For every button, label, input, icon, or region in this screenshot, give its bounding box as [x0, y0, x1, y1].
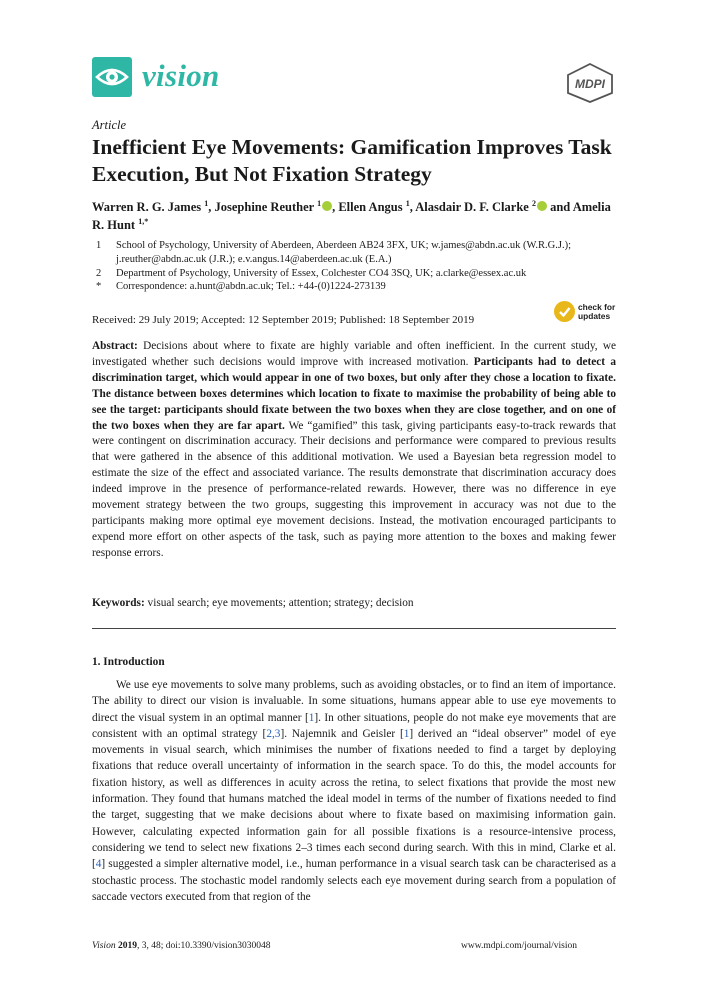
affiliation-row — [92, 239, 622, 253]
article-type: Article — [92, 118, 127, 132]
author-affiliation-mark: 2 — [531, 198, 536, 208]
author-name: Amelia R. Hunt — [92, 200, 611, 232]
intro-text: We use eye movements to solve many problems, such as avoiding obstacles, or to find an item of importance. The ability to direct our vision is invaluable. In some situations, humans appear able to use eye movements to direct the visual system in an optimal manner [ — [92, 679, 616, 724]
citation-link[interactable]: 4 — [95, 858, 102, 871]
section-heading-introduction: 1. Introduction — [92, 656, 165, 668]
intro-text: ]. In other situations, people do not make eye movements that are consistent with an optimal strategy [ — [92, 711, 616, 740]
author-separator: , — [332, 200, 339, 214]
check-for-updates-badge[interactable] — [554, 301, 618, 323]
author-affiliation-mark: 1,* — [138, 216, 149, 226]
check-updates-icon — [554, 301, 575, 322]
publisher-logo[interactable] — [565, 63, 615, 103]
orcid-icon[interactable] — [537, 201, 547, 211]
check-updates-line2: updates — [578, 311, 611, 321]
abstract-part1: Decisions about where to fixate are highly variable and often inefficient. In the current study, we investigated whether such decisions would improve with increased motivation. — [92, 340, 616, 368]
section-divider — [92, 628, 616, 629]
affiliation-row — [92, 267, 622, 281]
affiliation-text: Department of Psychology, University of Essex, Colchester CO4 3SQ, UK; a.clarke@essex.ac.uk — [116, 267, 527, 279]
affiliation-mark: 1 — [96, 240, 102, 251]
eye-icon — [92, 57, 132, 97]
author-separator: , — [208, 200, 215, 214]
footer-citation — [92, 941, 271, 951]
footer-journal: Vision — [92, 941, 116, 951]
affiliation-text: School of Psychology, University of Aberdeen, Aberdeen AB24 3FX, UK; w.james@abdn.ac.uk (W.R.G.J.); — [116, 240, 571, 251]
affiliation-mark: * — [96, 281, 102, 293]
abstract-part2: Participants had to detect a discrimination target, which would appear in one of two boxes, but only after they chose a location to fixate. The distance between boxes determines which location to fixate to maximise the probability of being able to see the target: participants should fixate between the two boxes when they are close together, and on one of the two boxes when they are far apart. — [92, 355, 616, 432]
citation-link[interactable]: 1 — [403, 727, 410, 740]
keywords-text: visual search; eye movements; attention; strategy; decision — [147, 597, 414, 609]
affiliation-mark — [92, 253, 116, 267]
affiliation-text: j.reuther@abdn.ac.uk (J.R.); e.v.angus.14@aberdeen.ac.uk (E.A.) — [116, 253, 392, 265]
journal-logo — [92, 57, 132, 97]
author-name: Josephine Reuther — [214, 200, 314, 214]
author-affiliation-mark: 1 — [317, 198, 322, 208]
author-affiliation-mark: 1 — [405, 198, 410, 208]
article-title: Inefficient Eye Movements: Gamification Improves Task Execution, But Not Fixation Strategy — [92, 135, 612, 186]
affiliation-mark: 2 — [96, 267, 102, 279]
citation-link[interactable]: 1 — [308, 711, 315, 724]
abstract-label: Abstract: — [92, 340, 138, 352]
abstract-part3: We “gamified” this task, giving participants easy-to-track rewards that were contingent on discrimination accuracy. Their decisions and performance were compared to previous results that were gathered in the absence of this additional motivation. We used a Bayesian beta regression model to estimate the size of the effect and associated variance. The results demonstrate that discrimination accuracy does indeed improve in the presence of performance-related rewards. However, there was no difference in eye movement strategy between the two groups, suggesting this improvement in accuracy was not due to the participants making more optimal eye movement decisions. Instead, the motivation encouraged participants to expend more effort on other aspects of the task, such as paying more attention to the boxes and making fewer response errors. — [92, 419, 616, 559]
mdpi-logo-icon — [565, 63, 615, 103]
author-name: Ellen Angus — [338, 200, 403, 214]
citation-link[interactable]: 2,3 — [266, 727, 281, 740]
author-separator: and — [546, 200, 573, 214]
author-list — [92, 198, 612, 234]
orcid-icon[interactable] — [322, 201, 332, 211]
footer-url[interactable]: www.mdpi.com/journal/vision — [461, 941, 578, 951]
journal-name[interactable]: vision — [142, 58, 220, 93]
author-affiliation-mark: 1 — [204, 198, 209, 208]
intro-text: ] derived an “ideal observer” model of eye movements in visual search, which minimises the number of fixations needed to find a target by deploying fixations that reduce overall uncertainty of information in the search space. To do this, the model accounts for fixation history, as well as differences in acuity across the retina, to select fixations that provide the most new information. They found that humans matched the ideal model in terms of the number of fixations needed to find the target, suggesting that we make decisions about where to fixate based on maximising information gain. However, calculating expected information gain for all possible fixations is a resource-intensive process, considering we tend to select new fixations 2–3 times each second during search. With this in mind, Clarke et al. [ — [92, 727, 616, 871]
publication-dates: Received: 29 July 2019; Accepted: 12 September 2019; Published: 18 September 2019 — [92, 314, 475, 326]
footer-doi: , 3, 48; doi:10.3390/vision3030048 — [136, 941, 271, 951]
author-name: Alasdair D. F. Clarke — [415, 200, 529, 214]
author-separator: , — [409, 200, 416, 214]
intro-text: ]. Najemnik and Geisler [ — [280, 727, 404, 740]
intro-text: ] suggested a simpler alternative model, i.e., human performance in a visual search task can be characterised as a stochastic process. The stochastic model randomly selects each eye movement during search from a population of saccade vectors executed from that region of the — [92, 858, 616, 903]
affiliation-text: Correspondence: a.hunt@abdn.ac.uk; Tel.: +44-(0)1224-273139 — [116, 281, 386, 293]
affiliations — [92, 239, 622, 294]
abstract — [92, 339, 616, 562]
keywords — [92, 597, 414, 609]
check-updates-line1: check for — [578, 302, 616, 312]
affiliation-row — [92, 253, 622, 267]
keywords-label: Keywords: — [92, 597, 145, 609]
introduction-paragraph — [92, 677, 616, 905]
publisher-logo-text: MDPI — [575, 77, 605, 91]
affiliation-row — [92, 280, 622, 294]
footer-year: 2019 — [117, 941, 137, 951]
author-name: Warren R. G. James — [92, 200, 202, 214]
